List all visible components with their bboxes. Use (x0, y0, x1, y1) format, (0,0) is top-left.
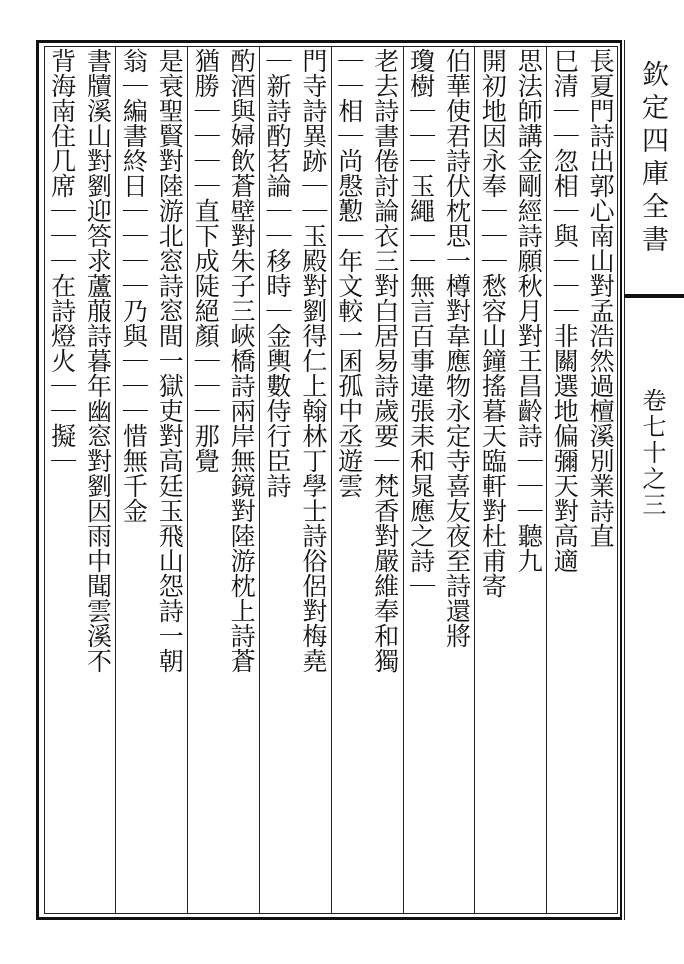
text-column: 書牘溪山對劉迎答求蘆菔詩暮年幽窓對劉因雨中聞雲溪不 (83, 48, 113, 673)
text-column: 酌酒與婦飲蒼壁對朱子三峽橋詩兩岸無鏡對陸游枕上詩蒼 (227, 48, 257, 673)
text-column: ｜新詩酌茗論｜｜移時｜金輿數侍行臣詩 (263, 48, 292, 498)
sidebar-volume: 卷七十之三 (638, 388, 666, 518)
text-column: 長夏門詩出郭心南山對孟浩然過檀溪別業詩直 (586, 48, 616, 548)
text-column: 門寺詩異跡｜｜玉殿對劉得仁上翰林丁學士詩俗侶對梅堯 (298, 48, 328, 673)
text-column: 伯華使君詩伏枕思一樽對韋應物永定寺喜友夜至詩還將 (442, 48, 472, 648)
text-column: ｜｜相｜尚慇懃｜年文較一囷孤中丞遊雲 (334, 48, 364, 498)
column-rule (259, 46, 260, 914)
column-rule (187, 46, 188, 914)
sidebar-title: 欽定四庫全書 (637, 60, 668, 258)
text-column: 是衰聖賢對陸游北窓詩窓間一獄吏對高廷玉飛山怨詩一朝 (155, 48, 185, 673)
text-column: 開初地因永奉｜｜｜愁容山鐘搖暮天臨軒對杜甫寄 (478, 48, 508, 598)
text-column: 巳清｜｜忽相｜與｜｜｜非關選地偏彌天對高適 (550, 48, 580, 573)
column-rule (115, 46, 116, 914)
text-column: 猶勝｜｜｜｜直下成陡絕顏｜｜｜那覺 (191, 48, 221, 473)
column-rule (546, 46, 547, 914)
text-column: 老去詩書倦討論衣三對白居易詩歲要｜梵香對嚴維奉和獨 (370, 48, 400, 673)
column-rule (474, 46, 475, 914)
text-column: 思法師講金剛經詩願秋月對王昌齡詩｜｜｜聽九 (514, 48, 544, 573)
text-column: 背海南住几席｜｜｜在詩燈火｜｜擬｜ (47, 48, 77, 473)
text-column: 瓊樹｜｜｜玉繩｜｜無言百事違張耒和晁應之詩｜ (406, 48, 436, 598)
text-column: 翁｜編書終日｜｜｜｜乃與｜｜｜惜無千金 (119, 48, 149, 523)
column-rule (403, 46, 404, 914)
column-rule (331, 46, 332, 914)
